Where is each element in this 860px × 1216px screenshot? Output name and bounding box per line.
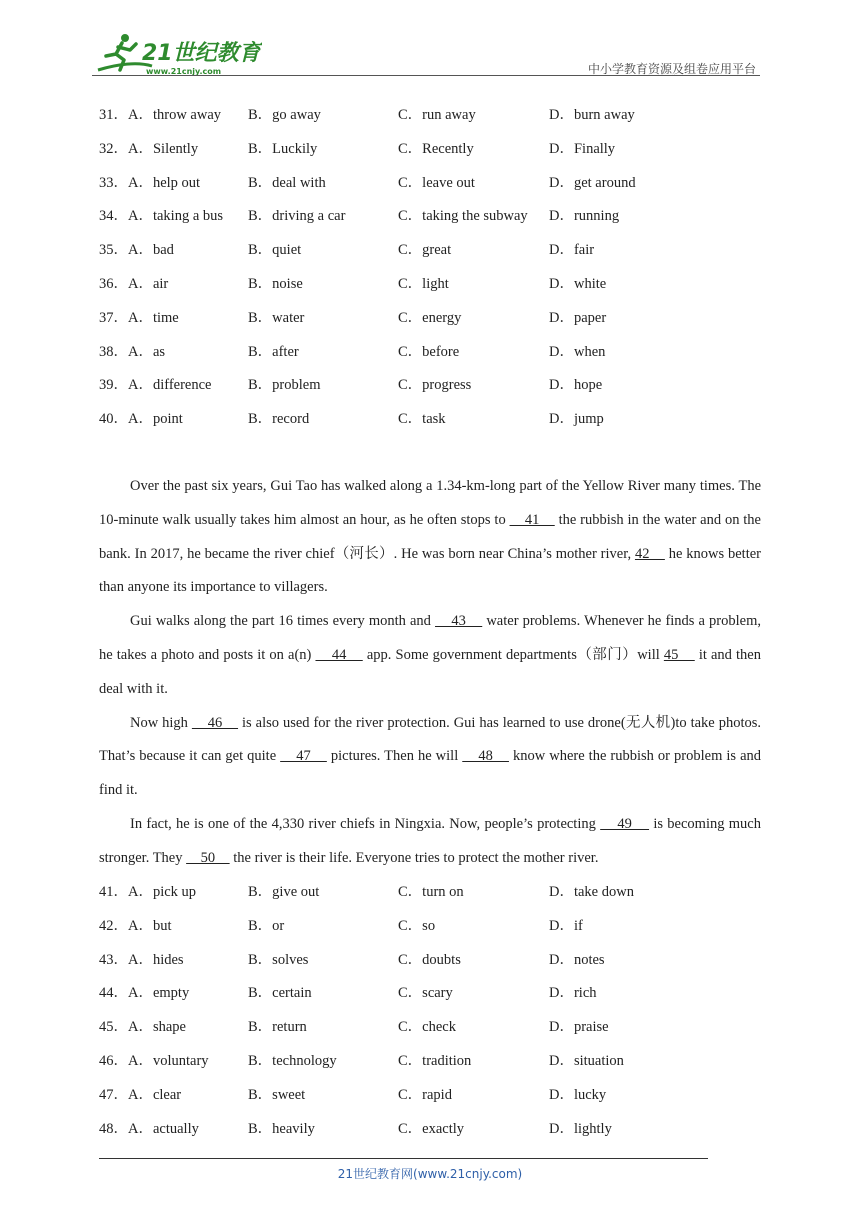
question-row-42	[99, 910, 779, 944]
option-a: A．taking a bus	[128, 208, 224, 225]
platform-name: 中小学教育资源及组卷应用平台	[587, 62, 756, 76]
question-row-39	[99, 369, 779, 403]
passage-text: water problems. Whenever he finds a problem, he takes a photo and posts it on a(n)	[99, 613, 762, 663]
option-d: D．hope	[549, 377, 603, 394]
option-d: D．praise	[549, 1019, 609, 1036]
question-row-43	[99, 944, 779, 978]
option-b: B．technology	[248, 1052, 337, 1069]
option-d: D．fair	[549, 242, 595, 259]
question-row-41	[99, 876, 779, 910]
option-c: C．check	[398, 1019, 456, 1036]
option-a: A．help out	[128, 174, 201, 191]
option-d: D．Finally	[549, 140, 616, 157]
option-b: B．go away	[248, 107, 321, 123]
question-number: 41．	[99, 884, 128, 900]
question-number: 38．	[99, 343, 128, 360]
question-number: 42．	[99, 917, 128, 934]
question-row-33	[99, 167, 779, 201]
option-a: A．air	[128, 275, 169, 292]
option-c: C．light	[398, 275, 449, 292]
option-a: A．point	[128, 411, 183, 428]
question-row-36	[99, 268, 779, 302]
question-number: 46．	[99, 1052, 128, 1069]
option-d: D．paper	[549, 309, 607, 326]
option-b: B．Luckily	[248, 140, 318, 157]
option-b: B．certain	[248, 985, 312, 1002]
question-row-32	[99, 133, 779, 167]
option-d: D．lucky	[549, 1086, 607, 1103]
blank-41: 41	[509, 511, 555, 528]
option-a: A．voluntary	[128, 1052, 209, 1069]
option-c: C．tradition	[398, 1052, 472, 1069]
option-c: C．great	[398, 242, 452, 259]
option-b: B．driving a car	[248, 208, 346, 225]
footer-divider	[99, 1158, 708, 1159]
passage-text: pictures. Then he will	[326, 748, 463, 765]
question-number: 44．	[99, 985, 128, 1002]
passage-text: Over the past six years, Gui Tao has walked along a 1.34-km-long part of the Yellow River many times. The 10-minute walk usually takes him almost an hour, as he often stops to	[99, 478, 761, 528]
passage-text: know where the rubbish or problem is and find it.	[99, 748, 762, 799]
passage-text: app. Some government departments（部门）will	[362, 646, 664, 663]
paragraph-4	[99, 808, 761, 876]
option-a: A．clear	[128, 1086, 182, 1103]
paragraph-1	[99, 470, 761, 605]
question-number: 32．	[99, 140, 128, 157]
option-c: C．progress	[398, 377, 472, 394]
option-a: A．empty	[128, 985, 190, 1002]
option-c: C．turn on	[398, 884, 464, 900]
question-row-40	[99, 403, 779, 437]
question-number: 39．	[99, 377, 128, 394]
option-c: C．before	[398, 343, 460, 360]
footer-source: 21世纪教育网(www.21cnjy.com)	[337, 1167, 523, 1181]
passage-text: is becoming much stronger. They	[99, 815, 761, 866]
option-d: D．if	[549, 917, 583, 934]
option-b: B．solves	[248, 951, 309, 968]
option-d: D．when	[549, 343, 606, 360]
blank-42: 42	[634, 545, 665, 562]
option-c: C．exactly	[398, 1120, 465, 1137]
option-a: A．but	[128, 917, 172, 934]
reading-passage	[99, 470, 761, 876]
logo-21cnjy-icon	[92, 30, 262, 76]
option-d: D．lightly	[549, 1120, 612, 1137]
option-b: B．problem	[248, 377, 321, 394]
option-c: C．doubts	[398, 951, 461, 968]
blank-50: 50	[186, 849, 230, 866]
blank-45: 45	[663, 646, 695, 663]
blank-48: 48	[462, 748, 509, 765]
option-b: B．record	[248, 411, 310, 428]
option-a: A．difference	[128, 377, 212, 394]
question-number: 36．	[99, 275, 128, 292]
option-b: B．or	[248, 917, 285, 934]
option-c: C．energy	[398, 309, 462, 326]
logo-url: www.21cnjy.com	[146, 67, 222, 76]
options-list-41-48	[99, 876, 779, 1146]
passage-text: In fact, he is one of the 4,330 river chiefs in Ningxia. Now, people’s protecting	[130, 815, 601, 832]
option-b: B．quiet	[248, 242, 302, 259]
blank-47: 47	[280, 748, 327, 765]
option-d: D．notes	[549, 951, 605, 968]
option-b: B．after	[248, 343, 299, 360]
paragraph-2	[99, 605, 761, 706]
option-d: D．jump	[549, 411, 604, 428]
question-row-37	[99, 302, 779, 336]
question-row-48	[99, 1113, 779, 1147]
option-a: A．bad	[128, 242, 174, 259]
question-number: 40．	[99, 411, 128, 428]
option-b: B．noise	[248, 275, 303, 292]
option-a: A．Silently	[128, 140, 199, 157]
option-d: D．take down	[549, 884, 634, 900]
question-row-46	[99, 1045, 779, 1079]
question-number: 33．	[99, 174, 128, 191]
question-number: 34．	[99, 208, 128, 225]
option-c: C．scary	[398, 985, 453, 1002]
option-d: D．burn away	[549, 107, 635, 123]
blank-49: 49	[600, 815, 650, 832]
question-row-38	[99, 336, 779, 370]
option-a: A．shape	[128, 1019, 186, 1036]
question-number: 31．	[99, 107, 128, 123]
question-row-45	[99, 1011, 779, 1045]
passage-text: the river is their life. Everyone tries to protect the mother river.	[229, 849, 599, 866]
question-row-31	[99, 99, 779, 133]
option-a: A．hides	[128, 951, 184, 968]
question-row-35	[99, 234, 779, 268]
option-d: D．running	[549, 208, 620, 225]
option-d: D．situation	[549, 1052, 624, 1069]
question-row-44	[99, 977, 779, 1011]
option-b: B．deal with	[248, 174, 326, 191]
blank-43: 43	[435, 613, 483, 630]
option-a: A．as	[128, 343, 166, 360]
question-number: 48．	[99, 1120, 128, 1137]
question-number: 45．	[99, 1019, 128, 1036]
option-a: A．actually	[128, 1120, 199, 1137]
option-b: B．heavily	[248, 1120, 315, 1137]
question-number: 47．	[99, 1086, 128, 1103]
blank-44: 44	[315, 646, 363, 663]
question-number: 43．	[99, 951, 128, 968]
logo-text: 21世纪教育	[142, 41, 261, 66]
option-b: B．return	[248, 1019, 307, 1036]
passage-text: he knows better than anyone its importance to villagers.	[99, 545, 762, 596]
option-c: C．run away	[398, 107, 476, 123]
passage-text: is also used for the river protection. Gui has learned to use drone(无人机)to take photos. That’s because it can get quite	[99, 714, 761, 765]
question-row-47	[99, 1079, 779, 1113]
option-c: C．so	[398, 917, 436, 934]
passage-text: Now high	[130, 714, 192, 731]
page-header	[92, 30, 760, 78]
option-b: B．give out	[248, 884, 320, 900]
paragraph-3	[99, 707, 761, 808]
option-c: C．task	[398, 411, 446, 428]
option-c: C．Recently	[398, 140, 474, 157]
question-number: 37．	[99, 309, 128, 326]
option-c: C．taking the subway	[398, 208, 528, 225]
blank-46: 46	[191, 714, 239, 731]
options-list-31-40	[99, 99, 779, 437]
option-a: A．pick up	[128, 884, 197, 900]
option-c: C．leave out	[398, 174, 475, 191]
question-row-34	[99, 200, 779, 234]
option-c: C．rapid	[398, 1086, 452, 1103]
option-a: A．time	[128, 309, 179, 326]
option-d: D．white	[549, 275, 607, 292]
option-d: D．get around	[549, 174, 636, 191]
option-a: A．throw away	[128, 107, 222, 123]
passage-text: it and then deal with it.	[99, 646, 761, 697]
passage-text: Gui walks along the part 16 times every month and	[130, 613, 436, 630]
passage-text: the rubbish in the water and on the bank. In 2017, he became the river chief（河长）. He was born near China’s mother river,	[99, 511, 761, 562]
option-d: D．rich	[549, 985, 597, 1002]
option-b: B．sweet	[248, 1086, 306, 1103]
header-divider	[92, 75, 760, 76]
option-b: B．water	[248, 309, 305, 326]
question-number: 35．	[99, 242, 128, 259]
